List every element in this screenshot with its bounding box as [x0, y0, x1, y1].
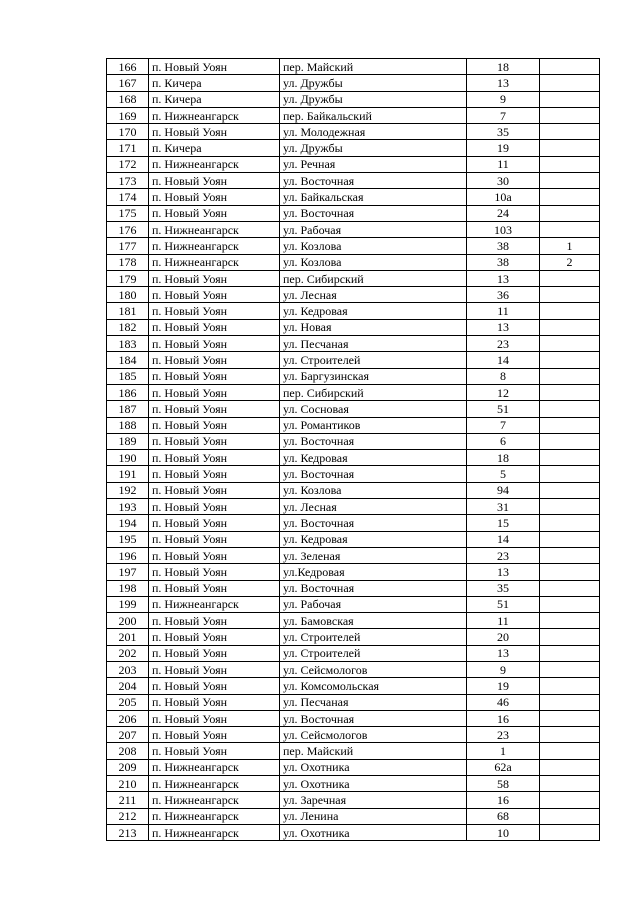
apartment-number-cell — [540, 580, 600, 596]
settlement-cell: п. Новый Уоян — [149, 336, 280, 352]
table-row — [107, 91, 600, 107]
table-row — [107, 824, 600, 840]
settlement-cell: п. Новый Уоян — [149, 173, 280, 189]
apartment-number-cell — [540, 287, 600, 303]
apartment-number-cell — [540, 694, 600, 710]
table-row — [107, 694, 600, 710]
table-row — [107, 401, 600, 417]
street-cell: ул. Комсомольская — [280, 678, 467, 694]
street-cell: ул. Молодежная — [280, 124, 467, 140]
street-cell: ул. Охотника — [280, 776, 467, 792]
table-row — [107, 580, 600, 596]
street-cell: ул. Песчаная — [280, 336, 467, 352]
settlement-cell: п. Новый Уоян — [149, 499, 280, 515]
apartment-number-cell — [540, 596, 600, 612]
house-number-cell: 103 — [467, 221, 540, 237]
street-cell: ул. Охотника — [280, 824, 467, 840]
settlement-cell: п. Новый Уоян — [149, 205, 280, 221]
house-number-cell: 8 — [467, 368, 540, 384]
settlement-cell: п. Новый Уоян — [149, 515, 280, 531]
row-number-cell: 174 — [107, 189, 149, 205]
street-cell: ул. Строителей — [280, 352, 467, 368]
address-table-body — [107, 59, 600, 841]
house-number-cell: 36 — [467, 287, 540, 303]
settlement-cell: п. Нижнеангарск — [149, 156, 280, 172]
house-number-cell: 68 — [467, 808, 540, 824]
house-number-cell: 15 — [467, 515, 540, 531]
row-number-cell: 204 — [107, 678, 149, 694]
row-number-cell: 193 — [107, 499, 149, 515]
table-row — [107, 450, 600, 466]
table-row — [107, 792, 600, 808]
street-cell: ул. Козлова — [280, 238, 467, 254]
table-row — [107, 727, 600, 743]
street-cell: пер. Сибирский — [280, 384, 467, 400]
house-number-cell: 12 — [467, 384, 540, 400]
table-row — [107, 417, 600, 433]
table-row — [107, 499, 600, 515]
house-number-cell: 11 — [467, 613, 540, 629]
table-row — [107, 661, 600, 677]
row-number-cell: 198 — [107, 580, 149, 596]
apartment-number-cell — [540, 792, 600, 808]
apartment-number-cell — [540, 156, 600, 172]
settlement-cell: п. Новый Уоян — [149, 124, 280, 140]
row-number-cell: 188 — [107, 417, 149, 433]
row-number-cell: 203 — [107, 661, 149, 677]
row-number-cell: 183 — [107, 336, 149, 352]
table-row — [107, 254, 600, 270]
apartment-number-cell — [540, 75, 600, 91]
row-number-cell: 207 — [107, 727, 149, 743]
table-row — [107, 303, 600, 319]
settlement-cell: п. Новый Уоян — [149, 629, 280, 645]
street-cell: ул. Сейсмологов — [280, 727, 467, 743]
apartment-number-cell — [540, 743, 600, 759]
street-cell: ул. Дружбы — [280, 91, 467, 107]
row-number-cell: 173 — [107, 173, 149, 189]
apartment-number-cell — [540, 808, 600, 824]
table-row — [107, 124, 600, 140]
apartment-number-cell — [540, 450, 600, 466]
apartment-number-cell — [540, 727, 600, 743]
row-number-cell: 213 — [107, 824, 149, 840]
house-number-cell: 35 — [467, 124, 540, 140]
street-cell: ул. Бамовская — [280, 613, 467, 629]
row-number-cell: 178 — [107, 254, 149, 270]
house-number-cell: 20 — [467, 629, 540, 645]
apartment-number-cell — [540, 319, 600, 335]
row-number-cell: 166 — [107, 59, 149, 75]
house-number-cell: 13 — [467, 75, 540, 91]
settlement-cell: п. Новый Уоян — [149, 384, 280, 400]
table-row — [107, 384, 600, 400]
row-number-cell: 176 — [107, 221, 149, 237]
house-number-cell: 30 — [467, 173, 540, 189]
table-row — [107, 808, 600, 824]
table-row — [107, 270, 600, 286]
row-number-cell: 172 — [107, 156, 149, 172]
settlement-cell: п. Новый Уоян — [149, 303, 280, 319]
table-row — [107, 59, 600, 75]
settlement-cell: п. Нижнеангарск — [149, 107, 280, 123]
street-cell: ул. Восточная — [280, 173, 467, 189]
house-number-cell: 13 — [467, 319, 540, 335]
house-number-cell: 6 — [467, 433, 540, 449]
apartment-number-cell — [540, 482, 600, 498]
table-row — [107, 368, 600, 384]
house-number-cell: 7 — [467, 417, 540, 433]
settlement-cell: п. Новый Уоян — [149, 564, 280, 580]
street-cell: пер. Сибирский — [280, 270, 467, 286]
settlement-cell: п. Новый Уоян — [149, 450, 280, 466]
street-cell: ул. Новая — [280, 319, 467, 335]
apartment-number-cell — [540, 91, 600, 107]
settlement-cell: п. Новый Уоян — [149, 661, 280, 677]
apartment-number-cell — [540, 303, 600, 319]
house-number-cell: 23 — [467, 727, 540, 743]
table-row — [107, 515, 600, 531]
house-number-cell: 51 — [467, 401, 540, 417]
settlement-cell: п. Новый Уоян — [149, 401, 280, 417]
address-table — [106, 58, 600, 841]
settlement-cell: п. Новый Уоян — [149, 417, 280, 433]
row-number-cell: 189 — [107, 433, 149, 449]
house-number-cell: 11 — [467, 303, 540, 319]
row-number-cell: 208 — [107, 743, 149, 759]
house-number-cell: 23 — [467, 547, 540, 563]
house-number-cell: 19 — [467, 678, 540, 694]
settlement-cell: п. Новый Уоян — [149, 531, 280, 547]
street-cell: ул. Восточная — [280, 205, 467, 221]
row-number-cell: 196 — [107, 547, 149, 563]
row-number-cell: 202 — [107, 645, 149, 661]
apartment-number-cell — [540, 776, 600, 792]
row-number-cell: 209 — [107, 759, 149, 775]
house-number-cell: 35 — [467, 580, 540, 596]
house-number-cell: 58 — [467, 776, 540, 792]
house-number-cell: 7 — [467, 107, 540, 123]
table-row — [107, 613, 600, 629]
table-row — [107, 238, 600, 254]
settlement-cell: п. Новый Уоян — [149, 466, 280, 482]
apartment-number-cell — [540, 221, 600, 237]
apartment-number-cell — [540, 124, 600, 140]
house-number-cell: 9 — [467, 91, 540, 107]
row-number-cell: 167 — [107, 75, 149, 91]
table-row — [107, 107, 600, 123]
settlement-cell: п. Новый Уоян — [149, 352, 280, 368]
street-cell: ул. Баргузинская — [280, 368, 467, 384]
apartment-number-cell — [540, 107, 600, 123]
apartment-number-cell — [540, 368, 600, 384]
house-number-cell: 13 — [467, 564, 540, 580]
street-cell: ул. Зеленая — [280, 547, 467, 563]
table-row — [107, 710, 600, 726]
street-cell: ул. Заречная — [280, 792, 467, 808]
house-number-cell: 1 — [467, 743, 540, 759]
street-cell: ул. Сейсмологов — [280, 661, 467, 677]
row-number-cell: 185 — [107, 368, 149, 384]
house-number-cell: 94 — [467, 482, 540, 498]
row-number-cell: 197 — [107, 564, 149, 580]
settlement-cell: п. Новый Уоян — [149, 580, 280, 596]
table-row — [107, 319, 600, 335]
apartment-number-cell: 2 — [540, 254, 600, 270]
settlement-cell: п. Новый Уоян — [149, 287, 280, 303]
row-number-cell: 170 — [107, 124, 149, 140]
table-row — [107, 547, 600, 563]
row-number-cell: 192 — [107, 482, 149, 498]
street-cell: пер. Байкальский — [280, 107, 467, 123]
street-cell: ул. Кедровая — [280, 531, 467, 547]
apartment-number-cell — [540, 499, 600, 515]
table-row — [107, 776, 600, 792]
house-number-cell: 14 — [467, 352, 540, 368]
house-number-cell: 16 — [467, 710, 540, 726]
apartment-number-cell — [540, 564, 600, 580]
street-cell: ул. Сосновая — [280, 401, 467, 417]
apartment-number-cell — [540, 466, 600, 482]
street-cell: ул. Восточная — [280, 433, 467, 449]
street-cell: ул. Козлова — [280, 254, 467, 270]
apartment-number-cell — [540, 270, 600, 286]
house-number-cell: 10а — [467, 189, 540, 205]
table-row — [107, 645, 600, 661]
row-number-cell: 190 — [107, 450, 149, 466]
table-row — [107, 596, 600, 612]
house-number-cell: 13 — [467, 270, 540, 286]
street-cell: ул. Восточная — [280, 580, 467, 596]
table-row — [107, 336, 600, 352]
settlement-cell: п. Нижнеангарск — [149, 221, 280, 237]
settlement-cell: п. Новый Уоян — [149, 368, 280, 384]
apartment-number-cell — [540, 629, 600, 645]
row-number-cell: 180 — [107, 287, 149, 303]
apartment-number-cell — [540, 661, 600, 677]
row-number-cell: 201 — [107, 629, 149, 645]
row-number-cell: 206 — [107, 710, 149, 726]
apartment-number-cell — [540, 417, 600, 433]
table-row — [107, 482, 600, 498]
house-number-cell: 5 — [467, 466, 540, 482]
row-number-cell: 179 — [107, 270, 149, 286]
street-cell: пер. Майский — [280, 743, 467, 759]
street-cell: ул. Охотника — [280, 759, 467, 775]
settlement-cell: п. Новый Уоян — [149, 59, 280, 75]
row-number-cell: 211 — [107, 792, 149, 808]
row-number-cell: 191 — [107, 466, 149, 482]
apartment-number-cell — [540, 140, 600, 156]
settlement-cell: п. Нижнеангарск — [149, 792, 280, 808]
street-cell: ул. Ленина — [280, 808, 467, 824]
row-number-cell: 205 — [107, 694, 149, 710]
table-row — [107, 173, 600, 189]
settlement-cell: п. Кичера — [149, 91, 280, 107]
table-row — [107, 759, 600, 775]
apartment-number-cell — [540, 515, 600, 531]
row-number-cell: 200 — [107, 613, 149, 629]
row-number-cell: 195 — [107, 531, 149, 547]
apartment-number-cell — [540, 613, 600, 629]
apartment-number-cell — [540, 336, 600, 352]
house-number-cell: 14 — [467, 531, 540, 547]
settlement-cell: п. Кичера — [149, 75, 280, 91]
row-number-cell: 181 — [107, 303, 149, 319]
settlement-cell: п. Нижнеангарск — [149, 808, 280, 824]
apartment-number-cell — [540, 384, 600, 400]
house-number-cell: 16 — [467, 792, 540, 808]
settlement-cell: п. Новый Уоян — [149, 727, 280, 743]
table-row — [107, 156, 600, 172]
row-number-cell: 168 — [107, 91, 149, 107]
street-cell: ул. Козлова — [280, 482, 467, 498]
settlement-cell: п. Новый Уоян — [149, 547, 280, 563]
row-number-cell: 182 — [107, 319, 149, 335]
settlement-cell: п. Новый Уоян — [149, 645, 280, 661]
street-cell: пер. Майский — [280, 59, 467, 75]
row-number-cell: 199 — [107, 596, 149, 612]
settlement-cell: п. Нижнеангарск — [149, 238, 280, 254]
apartment-number-cell — [540, 173, 600, 189]
street-cell: ул. Речная — [280, 156, 467, 172]
row-number-cell: 194 — [107, 515, 149, 531]
street-cell: ул.Кедровая — [280, 564, 467, 580]
apartment-number-cell — [540, 547, 600, 563]
apartment-number-cell — [540, 531, 600, 547]
house-number-cell: 62а — [467, 759, 540, 775]
settlement-cell: п. Новый Уоян — [149, 319, 280, 335]
house-number-cell: 51 — [467, 596, 540, 612]
street-cell: ул. Восточная — [280, 710, 467, 726]
street-cell: ул. Строителей — [280, 629, 467, 645]
house-number-cell: 38 — [467, 254, 540, 270]
settlement-cell: п. Новый Уоян — [149, 678, 280, 694]
row-number-cell: 177 — [107, 238, 149, 254]
house-number-cell: 11 — [467, 156, 540, 172]
settlement-cell: п. Новый Уоян — [149, 482, 280, 498]
house-number-cell: 31 — [467, 499, 540, 515]
street-cell: ул. Строителей — [280, 645, 467, 661]
apartment-number-cell — [540, 189, 600, 205]
street-cell: ул. Песчаная — [280, 694, 467, 710]
house-number-cell: 46 — [467, 694, 540, 710]
house-number-cell: 23 — [467, 336, 540, 352]
street-cell: ул. Байкальская — [280, 189, 467, 205]
settlement-cell: п. Новый Уоян — [149, 613, 280, 629]
settlement-cell: п. Новый Уоян — [149, 694, 280, 710]
table-row — [107, 205, 600, 221]
apartment-number-cell — [540, 401, 600, 417]
table-row — [107, 189, 600, 205]
street-cell: ул. Дружбы — [280, 140, 467, 156]
street-cell: ул. Лесная — [280, 499, 467, 515]
table-row — [107, 743, 600, 759]
settlement-cell: п. Нижнеангарск — [149, 759, 280, 775]
apartment-number-cell — [540, 710, 600, 726]
settlement-cell: п. Новый Уоян — [149, 743, 280, 759]
table-row — [107, 221, 600, 237]
street-cell: ул. Кедровая — [280, 303, 467, 319]
settlement-cell: п. Нижнеангарск — [149, 254, 280, 270]
street-cell: ул. Лесная — [280, 287, 467, 303]
table-row — [107, 678, 600, 694]
table-row — [107, 287, 600, 303]
house-number-cell: 13 — [467, 645, 540, 661]
table-row — [107, 75, 600, 91]
house-number-cell: 18 — [467, 59, 540, 75]
house-number-cell: 18 — [467, 450, 540, 466]
street-cell: ул. Восточная — [280, 466, 467, 482]
table-row — [107, 140, 600, 156]
table-row — [107, 352, 600, 368]
table-row — [107, 564, 600, 580]
apartment-number-cell — [540, 59, 600, 75]
settlement-cell: п. Новый Уоян — [149, 433, 280, 449]
settlement-cell: п. Новый Уоян — [149, 710, 280, 726]
row-number-cell: 175 — [107, 205, 149, 221]
table-row — [107, 433, 600, 449]
apartment-number-cell — [540, 645, 600, 661]
settlement-cell: п. Новый Уоян — [149, 189, 280, 205]
apartment-number-cell: 1 — [540, 238, 600, 254]
apartment-number-cell — [540, 352, 600, 368]
street-cell: ул. Романтиков — [280, 417, 467, 433]
row-number-cell: 212 — [107, 808, 149, 824]
house-number-cell: 24 — [467, 205, 540, 221]
settlement-cell: п. Новый Уоян — [149, 270, 280, 286]
table-row — [107, 629, 600, 645]
settlement-cell: п. Нижнеангарск — [149, 776, 280, 792]
row-number-cell: 184 — [107, 352, 149, 368]
row-number-cell: 187 — [107, 401, 149, 417]
table-row — [107, 531, 600, 547]
street-cell: ул. Кедровая — [280, 450, 467, 466]
house-number-cell: 19 — [467, 140, 540, 156]
house-number-cell: 9 — [467, 661, 540, 677]
row-number-cell: 210 — [107, 776, 149, 792]
row-number-cell: 186 — [107, 384, 149, 400]
apartment-number-cell — [540, 433, 600, 449]
street-cell: ул. Дружбы — [280, 75, 467, 91]
settlement-cell: п. Нижнеангарск — [149, 824, 280, 840]
row-number-cell: 169 — [107, 107, 149, 123]
street-cell: ул. Восточная — [280, 515, 467, 531]
settlement-cell: п. Нижнеангарск — [149, 596, 280, 612]
street-cell: ул. Рабочая — [280, 221, 467, 237]
apartment-number-cell — [540, 824, 600, 840]
table-row — [107, 466, 600, 482]
house-number-cell: 10 — [467, 824, 540, 840]
house-number-cell: 38 — [467, 238, 540, 254]
settlement-cell: п. Кичера — [149, 140, 280, 156]
street-cell: ул. Рабочая — [280, 596, 467, 612]
apartment-number-cell — [540, 205, 600, 221]
apartment-number-cell — [540, 678, 600, 694]
apartment-number-cell — [540, 759, 600, 775]
row-number-cell: 171 — [107, 140, 149, 156]
